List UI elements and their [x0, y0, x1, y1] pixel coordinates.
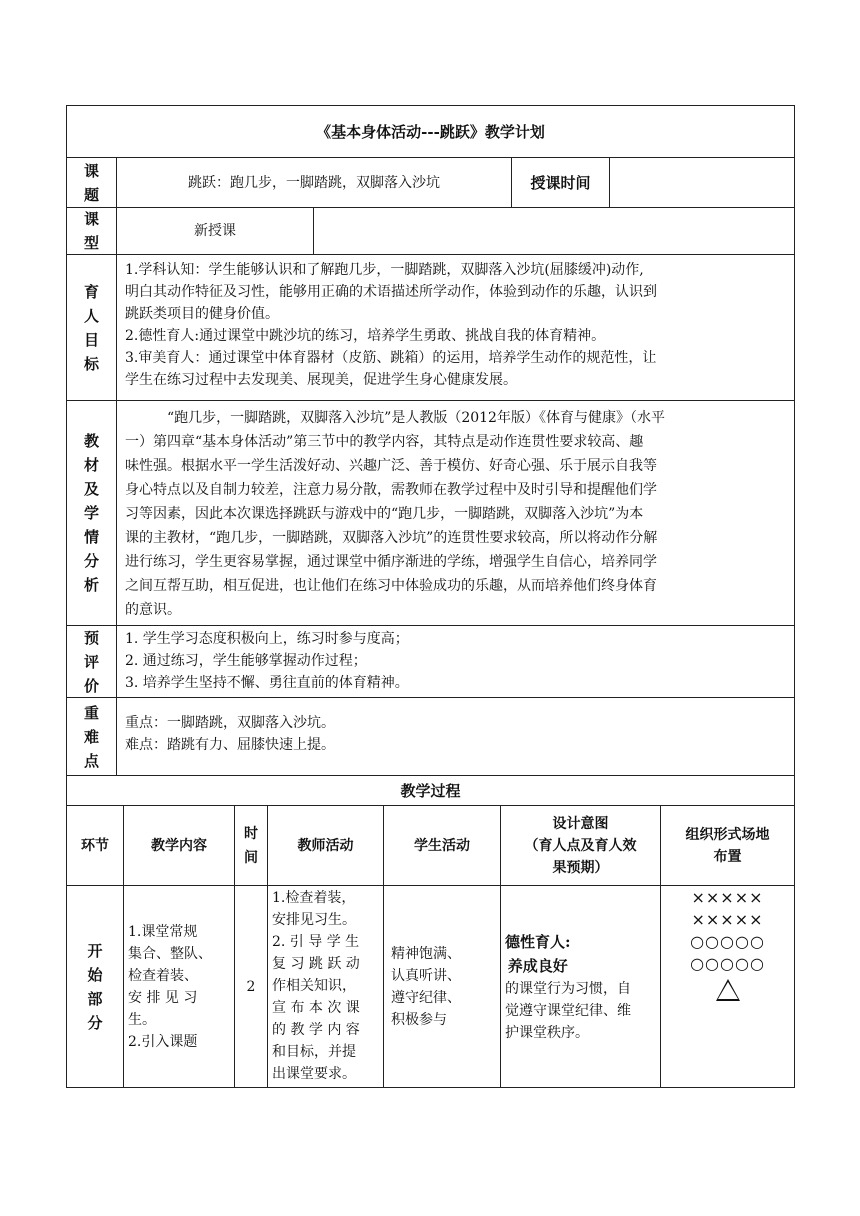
- analysis-text: “跑几步，一脚踏跳，双脚落入沙坑”是人教版（2012年版）《体育与健康》（水平 一）第四章“基本身体活动”第三节中的教学内容，其特点是动作连贯性要求较高、趣 味性强。根据水平一学生活泼好动、兴趣广泛、善于模仿、好奇心强、乐于展示自我等 身心特点以及自制力较差，注意力易分散，需教师在教学过程中及时引导和提醒他们学 习等因素，因此本次课选择跳跃与游戏中的“跑几步，一脚踏跳，双脚落入沙坑”为本 课的主教材，“跑几步，一脚踏跳，双脚落入沙坑”的连贯性要求较高，所以将动作分解 进行练习，学生更容易掌握，通过课堂中循序渐进的学练，增强学生自信心，培养同学 之间互帮互助，相互促进，也让他们在练习中体验成功的乐趣，从而培养他们终身体育 的意识。: [125, 410, 665, 618]
- opening-formation: [661, 887, 794, 1087]
- plan-title: 《基本身体活动---跳跃》教学计划: [316, 122, 545, 141]
- formation-row-cross-2: ×××××: [691, 910, 764, 929]
- stage-opening: 开 始 部 分: [87, 941, 103, 1032]
- topic-label: 课 题: [83, 161, 99, 204]
- goals-text: 1.学科认知：学生能够认识和了解跑几步，一脚踏跳，双脚落入沙坑(屈膝缓冲)动作, 明白其动作特征及习性，能够用正确的术语描述所学动作，体验到动作的乐趣，认识到 跳跃类项目的健身价值。 2.德性育人:通过课堂中跳沙坑的练习，培养学生勇敢、挑战自我的体育精神。 3.审美育人：通过课堂中体育器材（皮筋、跳箱）的运用，培养学生动作的规范性，让 学生在练习过程中去发现美、展现美，促进学生身心健康发展。: [125, 262, 657, 388]
- evaluation-text: 1. 学生学习态度积极向上，练习时参与度高； 2. 通过练习，学生能够掌握动作过程； 3. 培养学生坚持不懈、勇往直前的体育精神。: [125, 631, 409, 691]
- opening-design-intent: 德性育人: 养成良好 的课堂行为习惯，自 觉遵守课堂纪律、维 护课堂秩序。: [505, 932, 631, 1041]
- formation-row-circle-1: ○○○○○: [690, 932, 765, 951]
- process-title: 教学过程: [400, 781, 461, 800]
- lesson-time-value: [610, 158, 794, 207]
- opening-time: 2: [246, 978, 256, 995]
- formation-row-circle-2: ○○○○○: [690, 954, 765, 973]
- topic-value: 跳跃：跑几步，一脚踏跳，双脚落入沙坑: [188, 174, 440, 191]
- type-value: 新授课: [194, 223, 236, 239]
- header-content: 教学内容: [151, 837, 207, 854]
- evaluation-label: 预 评 价: [83, 628, 99, 695]
- formation-row-cross-1: ×××××: [691, 888, 764, 907]
- analysis-label: 教 材 及 学 情 分 析: [83, 432, 99, 594]
- lesson-time-label: 授课时间: [530, 173, 591, 192]
- opening-content: 1.课堂常规 集合、整队、 检查着装、 安 排 见 习 生。 2.引入课题: [128, 923, 212, 1050]
- key-points-label: 重 难 点: [83, 703, 99, 770]
- type-label: 课 型: [83, 210, 99, 252]
- plan-title-cell: [67, 106, 794, 157]
- header-stage: 环节: [81, 837, 109, 854]
- header-design: 设计意图 （育人点及育人效 果预期）: [524, 815, 637, 876]
- teacher-triangle-icon: [716, 979, 740, 1001]
- opening-teacher-activity: 1.检查着装， 安排见习生。 2. 引 导 学 生 复 习 跳 跃 动 作相关知识， 宣 布 本 次 课 的 教 学 内 容 和目标，并提 出课堂要求。: [272, 890, 360, 1082]
- header-teacher: 教师活动: [297, 837, 354, 854]
- header-organization: 组织形式场地 布置: [685, 826, 770, 865]
- key-points-text: 重点：一脚踏跳，双脚落入沙坑。 难点：踏跳有力、屈膝快速上提。: [125, 715, 335, 753]
- opening-student-activity: 精神饱满、 认真听讲、 遵守纪律、 积极参与: [391, 945, 461, 1028]
- header-time: 时 间: [244, 825, 258, 866]
- goals-label: 育 人 目 标: [83, 282, 99, 373]
- header-student: 学生活动: [414, 837, 470, 854]
